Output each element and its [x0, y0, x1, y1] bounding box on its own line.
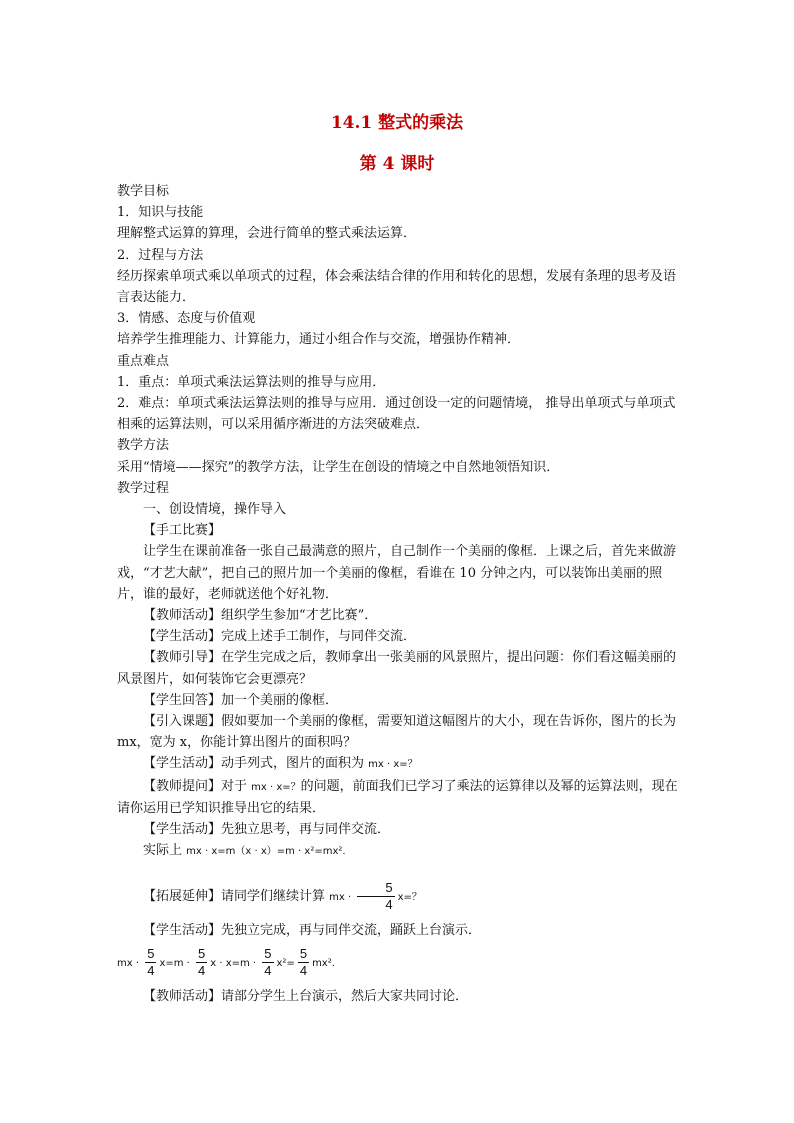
derivation-prefix: 实际上	[143, 843, 187, 859]
fraction-numerator: 5	[264, 945, 272, 961]
contest-text: 让学生在课前准备一张自己最满意的照片，自己制作一个美丽的像框．上课之后，首先来做游戏，“才艺大献”，把自己的照片加一个美丽的像框，看谁在 10 分钟之内，可以装饰出美丽的照片，谁的最好，老师就送他个好礼物．	[117, 544, 677, 602]
activity-paragraph	[117, 711, 687, 753]
derivation-line	[117, 840, 687, 862]
fraction	[262, 946, 273, 979]
activity-paragraph	[117, 986, 687, 1007]
math-expression: x · x=m ·	[210, 957, 260, 969]
math-expression: mx ·	[117, 957, 143, 969]
fraction	[357, 880, 394, 913]
activity-text: 先独立完成，再与同伴交流，踊跃上台演示．	[221, 922, 482, 938]
fraction-denominator: 4	[385, 896, 393, 912]
objective-2-heading: 2．过程与方法	[117, 247, 204, 263]
document-body	[117, 181, 687, 1007]
method-text: 采用“情境——探究”的教学方法，让学生在创设的情境之中自然地领悟知识．	[117, 459, 560, 475]
keypoints-heading: 重点难点	[117, 353, 170, 369]
activity-paragraph	[117, 920, 687, 941]
fraction-numerator: 5	[299, 945, 308, 961]
activity-tag: 【引入课题】	[143, 714, 222, 730]
activity-text: 在学生完成之后，教师拿出一张美丽的风景照片，提出问题：你们看这幅美丽的风景图片，如何装饰它会更漂亮？	[117, 650, 677, 687]
activity-text: 对于	[221, 778, 252, 794]
activity-tag: 【教师活动】	[143, 608, 222, 624]
process-heading: 教学过程	[117, 480, 170, 496]
keypoint-1: 1．重点：单项式乘法运算法则的推导与应用．	[117, 374, 386, 390]
activity-text: 先独立思考，再与同伴交流．	[221, 822, 391, 838]
fraction	[298, 946, 309, 979]
fraction-numerator: 5	[357, 880, 394, 897]
activity-paragraph	[117, 819, 687, 840]
objective-1-heading: 1．知识与技能	[117, 205, 204, 221]
activity-tag: 【学生活动】	[143, 756, 222, 772]
fraction-denominator: 4	[147, 962, 155, 978]
activity-paragraph	[117, 690, 687, 711]
activity-text: 组织学生参加“才艺比赛”．	[221, 608, 378, 624]
activity-text: 动手列式，图片的面积为	[221, 756, 369, 772]
activity-tag: 【教师引导】	[143, 650, 222, 666]
objective-2-text: 经历探索单项式乘以单项式的过程，体会乘法结合律的作用和转化的思想，发展有条理的思考及语言表达能力．	[117, 268, 677, 306]
fraction-denominator: 4	[198, 962, 206, 978]
fraction-numerator: 5	[147, 945, 155, 961]
activity-tag: 【拓展延伸】	[143, 888, 222, 904]
math-expression: mx · x=？	[251, 781, 301, 793]
activity-text: 完成上述手工制作，与同伴交流．	[221, 629, 417, 645]
fraction-denominator: 4	[299, 962, 308, 978]
fraction-equation	[117, 941, 687, 986]
activity-tag: 【学生活动】	[143, 922, 222, 938]
activity-tag: 【学生活动】	[143, 629, 222, 645]
math-expression: mx².	[312, 957, 335, 969]
activity-paragraph	[117, 605, 687, 626]
math-expression: x²=	[276, 957, 295, 969]
math-expression: mx ·	[329, 891, 355, 903]
activity-paragraph	[117, 647, 687, 689]
activity-tag: 【学生回答】	[143, 692, 222, 708]
activity-text: 的问题，前面我们已学习了乘法的运算律以及幂的运算法则，现在请你运用已学知识推导出它的结果．	[117, 778, 678, 816]
math-expression: mx · x=m（x · x）=m · x²=mx².	[186, 846, 346, 858]
lesson-subtitle: 第 4 课时	[359, 154, 435, 174]
activity-paragraph	[117, 626, 687, 647]
process-section-1: 一、创设情境，操作导入	[143, 502, 287, 518]
activity-text: 请部分学生上台演示，然后大家共同讨论．	[221, 988, 469, 1004]
objectives-heading: 教学目标	[117, 184, 170, 199]
activity-tag: 【教师活动】	[143, 988, 222, 1004]
contest-tag: 【手工比赛】	[143, 523, 222, 539]
fraction-denominator: 4	[264, 962, 272, 978]
extension-paragraph	[117, 875, 687, 920]
method-heading: 教学方法	[117, 438, 170, 454]
keypoint-2: 2．难点：单项式乘法运算法则的推导与应用．通过创设一定的问题情境， 推导出单项式与单项式相乘的运算法则，可以采用循序渐进的方法突破难点．	[117, 396, 676, 433]
activity-text: 假如要加一个美丽的像框，需要知道这幅图片的大小，现在告诉你，图片的长为 mx，宽为 x，你能计算出图片的面积吗？	[117, 714, 677, 751]
activity-paragraph	[117, 776, 687, 819]
fraction	[145, 946, 156, 979]
fraction-numerator: 5	[198, 945, 206, 961]
objective-3-text: 培养学生推理能力、计算能力，通过小组合作与交流，增强协作精神．	[117, 332, 521, 348]
activity-text: 请同学们继续计算	[221, 888, 330, 904]
activity-text: 加一个美丽的像框．	[221, 692, 339, 708]
document-title: 14.1 整式的乘法	[330, 113, 464, 133]
fraction	[196, 946, 207, 979]
math-expression: mx · x=？	[368, 759, 418, 771]
activity-paragraph	[117, 753, 687, 775]
math-expression: x=？	[397, 891, 422, 903]
math-expression: x=m ·	[159, 957, 194, 969]
objective-3-heading: 3．情感、态度与价值观	[117, 311, 256, 327]
activity-tag: 【学生活动】	[143, 822, 222, 838]
objective-1-text: 理解整式运算的算理，会进行简单的整式乘法运算．	[117, 226, 417, 242]
activity-tag: 【教师提问】	[143, 778, 222, 794]
